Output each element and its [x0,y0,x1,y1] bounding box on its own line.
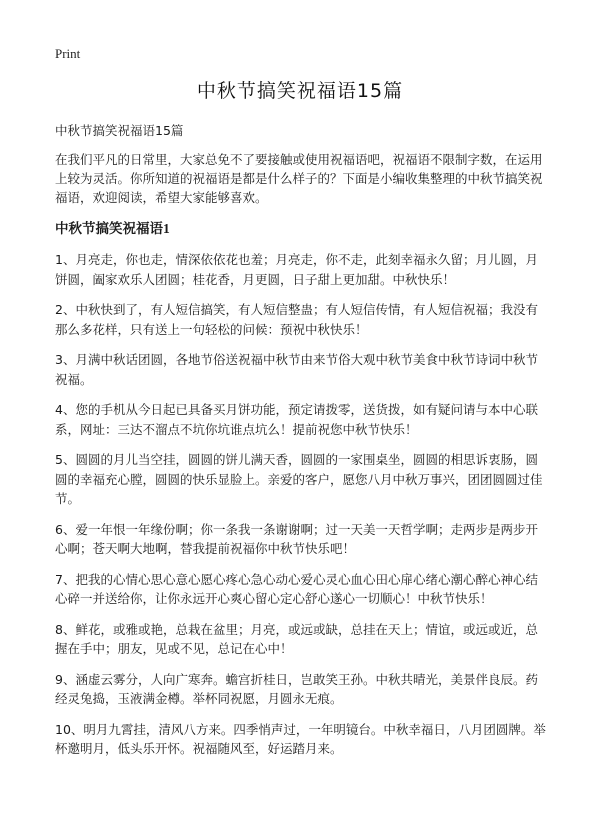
blessing-item-2: 2、中秋快到了，有人短信搞笑，有人短信整蛊；有人短信传情，有人短信祝福；我没有那么多花样，只有送上一句轻松的问候：预祝中秋快乐！ [55,302,538,337]
blessing-item-5: 5、圆圆的月儿当空挂，圆圆的饼儿满天香，圆圆的一家围桌坐，圆圆的相思诉衷肠，圆圆的幸福充心膛，圆圆的快乐显脸上。亲爱的客户，愿您八月中秋万事兴，团团圆圆过佳节。 [55,452,543,506]
blessing-item-3: 3、月满中秋话团圆，各地节俗送祝福中秋节由来节俗大观中秋节美食中秋节诗词中秋节祝福。 [55,352,538,387]
article-body [55,121,550,770]
section-heading: 中秋节搞笑祝福语1 [55,221,170,236]
blessing-item-4: 4、您的手机从今日起已具备买月饼功能，预定请拨零，送货拨，如有疑问请与本中心联系，网址：三达不溜点不坑你坑谁点坑么！提前祝您中秋节快乐！ [55,402,538,437]
blessing-item-9: 9、涵虚云雾分，人向广寒奔。蟾宫折桂日，岂敢笑王孙。中秋共晴光，美景伴良辰。药经灵兔捣，玉液满金樽。举杯同祝愿，月圆永无痕。 [55,671,538,706]
article-subtitle: 中秋节搞笑祝福语15篇 [55,123,184,138]
blessing-item-1: 1、月亮走，你也走，情深依依花也羞；月亮走，你不走，此刻幸福永久留；月儿圆，月饼圆，阖家欢乐人团圆；桂花香，月更圆，日子甜上更加甜。中秋快乐！ [55,252,538,287]
document-title: 中秋节搞笑祝福语15篇 [196,80,404,102]
blessing-item-10: 10、明月九霄挂，清风八方来。四季悄声过，一年明镜台。中秋幸福日，八月团圆牌。举杯邀明月，低头乐开怀。祝福随风至，好运踏月来。 [55,721,546,756]
print-link[interactable]: Print [55,46,81,61]
article-intro: 在我们平凡的日常里，大家总免不了要接触或使用祝福语吧，祝福语不限制字数，在运用上较为灵活。你所知道的祝福语是都是什么样子的？下面是小编收集整理的中秋节搞笑祝福语，欢迎阅读，希望大家能够喜欢。 [55,152,543,205]
blessing-item-8: 8、鲜花，或雅或艳，总栽在盆里；月亮，或远或缺，总挂在天上；情谊，或远或近，总握在手中；朋友，见或不见，总记在心中！ [55,621,538,656]
blessing-item-6: 6、爱一年恨一年缘份啊；你一条我一条谢谢啊；过一天美一天哲学啊；走两步是两步开心啊；苍天啊大地啊，替我提前祝福你中秋节快乐吧！ [55,521,538,556]
blessing-item-7: 7、把我的心情心思心意心愿心疼心急心动心爱心灵心血心田心扉心绪心潮心醉心神心结心碎一并送给你，让你永远开心爽心留心定心舒心遂心一切顺心！中秋节快乐！ [55,571,538,606]
